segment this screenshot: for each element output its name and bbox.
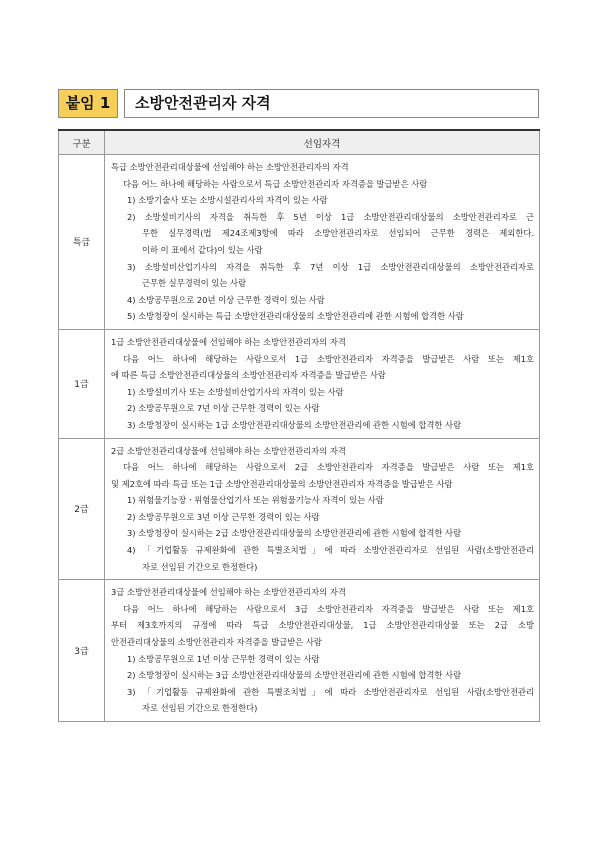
list-item: 3) 소방청장이 실시하는 1급 소방안전관리대상물의 소방안전관리에 관한 시험에 합격한 사람 bbox=[127, 419, 462, 430]
condition-text: 다음 어느 하나에 해당하는 사람으로서 2급 소방안전관리자 자격증을 발급받은 사람 또는 제1호 bbox=[123, 462, 534, 473]
table-row bbox=[59, 329, 540, 438]
document-title: 소방안전관리자 자격 bbox=[124, 89, 539, 118]
list-item: 2) 소방청장이 실시하는 3급 소방안전관리대상물의 소방안전관리에 관한 시험에 합격한 사람 bbox=[127, 670, 462, 681]
list-item-continuation: 근무한 실무경력이 있는 사람 bbox=[142, 278, 247, 289]
list-item-continuation: 자로 선임된 기간으로 한정한다) bbox=[142, 703, 258, 714]
document-header bbox=[58, 89, 539, 118]
list-item: 3) 소방설비산업기사의 자격을 취득한 후 7년 이상 1급 소방안전관리대상물의 소방안전관리자로 bbox=[127, 261, 534, 272]
column-header-qualification: 선임자격 bbox=[105, 130, 540, 155]
condition-text-continuation: 및 제2호에 따라 특급 또는 1급 소방안전관리대상물의 소방안전관리자 자격증을 발급받은 사람 bbox=[111, 478, 453, 489]
condition-text-continuation: 에 따른 특급 소방안전관리대상물의 소방안전관리자 자격증을 발급받은 사람 bbox=[111, 370, 386, 381]
qualification-cell bbox=[105, 580, 540, 722]
attachment-tag: 붙임 1 bbox=[58, 89, 118, 118]
qualification-table bbox=[58, 129, 540, 722]
column-header-category: 구분 bbox=[59, 130, 105, 155]
list-item: 5) 소방청장이 실시하는 특급 소방안전관리대상물의 소방안전관리에 관한 시험에 합격한 사람 bbox=[127, 311, 464, 322]
table-header-row bbox=[59, 130, 540, 155]
list-item: 2) 소방설비기사의 자격을 취득한 후 5년 이상 1급 소방안전관리대상물의 소방안전관리자로 근 bbox=[127, 211, 534, 222]
row-heading: 3급 소방안전관리대상물에 선임해야 하는 소방안전관리자의 자격 bbox=[111, 587, 346, 598]
list-item: 2) 소방공무원으로 3년 이상 근무한 경력이 있는 사람 bbox=[127, 511, 320, 522]
list-item: 1) 소방기술사 또는 소방시설관리사의 자격이 있는 사람 bbox=[127, 195, 328, 206]
list-item: 1) 소방설비기사 또는 소방설비산업기사의 자격이 있는 사람 bbox=[127, 386, 344, 397]
condition-text: 다음 어느 하나에 해당하는 사람으로서 3급 소방안전관리자 자격증을 발급받은 사람 또는 제1호 bbox=[123, 603, 534, 614]
condition-text-continuation: 안전관리대상물의 소방안전관리자 자격증을 발급받은 사람 bbox=[111, 637, 322, 648]
table-row bbox=[59, 155, 540, 330]
list-item: 3) 「기업활동 규제완화에 관한 특별조치법」에 따라 소방안전관리자로 선임된 사람(소방안전관리 bbox=[127, 686, 534, 697]
list-item: 4) 소방공무원으로 20년 이상 근무한 경력이 있는 사람 bbox=[127, 294, 325, 305]
list-item: 3) 소방청장이 실시하는 2급 소방안전관리대상물의 소방안전관리에 관한 시험에 합격한 사람 bbox=[127, 528, 462, 539]
list-item-continuation: 자로 선임된 기간으로 한정한다) bbox=[142, 561, 258, 572]
qualification-cell bbox=[105, 438, 540, 580]
row-heading: 1급 소방안전관리대상물에 선임해야 하는 소방안전관리자의 자격 bbox=[111, 336, 346, 347]
list-item: 1) 위험물기능장ㆍ위험물산업기사 또는 위험물기능사 자격이 있는 사람 bbox=[127, 495, 384, 506]
list-item: 4) 「기업활동 규제완화에 관한 특별조치법」에 따라 소방안전관리자로 선임된 사람(소방안전관리 bbox=[127, 545, 534, 556]
table-row bbox=[59, 438, 540, 580]
list-item: 2) 소방공무원으로 7년 이상 근무한 경력이 있는 사람 bbox=[127, 403, 320, 414]
row-heading: 2급 소방안전관리대상물에 선임해야 하는 소방안전관리자의 자격 bbox=[111, 445, 346, 456]
list-item-continuation: 이하 이 표에서 같다)이 있는 사람 bbox=[142, 244, 263, 255]
grade-cell: 특급 bbox=[59, 155, 105, 330]
grade-cell: 3급 bbox=[59, 580, 105, 722]
qualification-cell bbox=[105, 329, 540, 438]
list-item: 1) 소방공무원으로 1년 이상 근무한 경력이 있는 사람 bbox=[127, 653, 320, 664]
condition-text: 다음 어느 하나에 해당하는 사람으로서 특급 소방안전관리자 자격증을 발급받은 사람 bbox=[123, 178, 428, 189]
row-heading: 특급 소방안전관리대상물에 선임해야 하는 소방안전관리자의 자격 bbox=[111, 162, 349, 172]
table-row bbox=[59, 580, 540, 722]
qualification-cell bbox=[105, 155, 540, 330]
condition-text-continuation: 부터 제3호까지의 규정에 따라 특급 소방안전관리대상물, 1급 소방안전관리대상물 또는 2급 소방 bbox=[111, 620, 534, 631]
condition-text: 다음 어느 하나에 해당하는 사람으로서 1급 소방안전관리자 자격증을 발급받은 사람 또는 제1호 bbox=[123, 353, 534, 364]
grade-cell: 2급 bbox=[59, 438, 105, 580]
list-item-continuation: 무한 실무경력(법 제24조제3항에 따라 소방안전관리자로 선임되어 근무한 경력은 제외한다. bbox=[142, 228, 534, 239]
grade-cell: 1급 bbox=[59, 329, 105, 438]
